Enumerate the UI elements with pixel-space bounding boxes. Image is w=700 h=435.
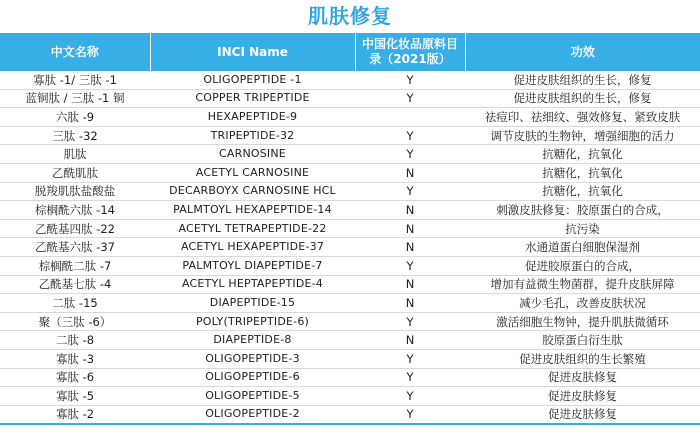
cell-catalog-listed: Y [355, 126, 465, 145]
cell-inci-name: ACETYL HEPTAPEPTIDE-4 [150, 275, 355, 294]
cell-catalog-listed: Y [355, 405, 465, 424]
cell-effect: 促进皮肤组织的生长繁殖 [465, 349, 700, 368]
cell-effect: 刺激皮肤修复：胶原蛋白的合成， [465, 201, 700, 220]
cell-chinese-name: 寡肽 -3 [0, 349, 150, 368]
table-row [0, 294, 700, 313]
ingredient-table [0, 33, 700, 425]
table-row [0, 312, 700, 331]
cell-chinese-name: 聚（三肽 -6） [0, 312, 150, 331]
cell-inci-name: OLIGOPEPTIDE-2 [150, 405, 355, 424]
header-inci-name: INCI Name [150, 33, 355, 71]
cell-chinese-name: 寡肽 -2 [0, 405, 150, 424]
cell-inci-name: OLIGOPEPTIDE-6 [150, 368, 355, 387]
table-row [0, 368, 700, 387]
table-row [0, 89, 700, 108]
table-row [0, 201, 700, 220]
cell-inci-name: OLIGOPEPTIDE-5 [150, 387, 355, 406]
cell-catalog-listed: Y [355, 349, 465, 368]
cell-chinese-name: 棕榈酰六肽 -14 [0, 201, 150, 220]
cell-inci-name: CARNOSINE [150, 145, 355, 164]
table-row [0, 182, 700, 201]
cell-catalog-listed: Y [355, 182, 465, 201]
table-row [0, 108, 700, 127]
cell-effect: 抗糖化，抗氧化 [465, 145, 700, 164]
cell-catalog-listed: Y [355, 71, 465, 89]
cell-chinese-name: 乙酰基四肽 -22 [0, 219, 150, 238]
cell-catalog-listed [355, 108, 465, 127]
cell-inci-name: POLY(TRIPEPTIDE-6) [150, 312, 355, 331]
cell-effect: 促进皮肤修复 [465, 405, 700, 424]
cell-effect: 调节皮肤的生物钟，增强细胞的活力 [465, 126, 700, 145]
cell-effect: 促进胶原蛋白的合成， [465, 256, 700, 275]
cell-catalog-listed: N [355, 163, 465, 182]
cell-chinese-name: 脱羧肌肽盐酸盐 [0, 182, 150, 201]
cell-effect: 促进皮肤组织的生长，修复 [465, 71, 700, 89]
cell-inci-name: PALMTOYL DIAPEPTIDE-7 [150, 256, 355, 275]
cell-chinese-name: 二肽 -15 [0, 294, 150, 313]
table-row [0, 331, 700, 350]
cell-effect: 抗糖化，抗氧化 [465, 163, 700, 182]
cell-catalog-listed: Y [355, 312, 465, 331]
table-row [0, 71, 700, 89]
cell-inci-name: ACETYL TETRAPEPTIDE-22 [150, 219, 355, 238]
cell-chinese-name: 寡肽 -1/ 三肽 -1 [0, 71, 150, 89]
cell-inci-name: OLIGOPEPTIDE-3 [150, 349, 355, 368]
table-row [0, 275, 700, 294]
cell-effect: 促进皮肤修复 [465, 387, 700, 406]
table-row [0, 349, 700, 368]
cell-chinese-name: 蓝铜肽 / 三肽 -1 铜 [0, 89, 150, 108]
cell-catalog-listed: Y [355, 368, 465, 387]
cell-inci-name: DECARBOYX CARNOSINE HCL [150, 182, 355, 201]
cell-catalog-listed: N [355, 219, 465, 238]
cell-catalog-listed: Y [355, 89, 465, 108]
cell-effect: 抗污染 [465, 219, 700, 238]
table-row [0, 145, 700, 164]
table-row [0, 126, 700, 145]
cell-effect: 胶原蛋白衍生肽 [465, 331, 700, 350]
table-row [0, 238, 700, 257]
header-effect: 功效 [465, 33, 700, 71]
cell-inci-name: HEXAPEPTIDE-9 [150, 108, 355, 127]
cell-effect: 增加有益微生物菌群，提升皮肤屏障 [465, 275, 700, 294]
cell-chinese-name: 二肽 -8 [0, 331, 150, 350]
cell-chinese-name: 六肽 -9 [0, 108, 150, 127]
cell-chinese-name: 寡肽 -6 [0, 368, 150, 387]
cell-chinese-name: 寡肽 -5 [0, 387, 150, 406]
cell-catalog-listed: N [355, 201, 465, 220]
cell-effect: 祛痘印、祛细纹、强效修复、紧致皮肤 [465, 108, 700, 127]
cell-inci-name: COPPER TRIPEPTIDE [150, 89, 355, 108]
cell-effect: 水通道蛋白细胞保湿剂 [465, 238, 700, 257]
cell-chinese-name: 乙酰肌肽 [0, 163, 150, 182]
cell-chinese-name: 乙酰基六肽 -37 [0, 238, 150, 257]
cell-catalog-listed: N [355, 331, 465, 350]
header-chinese-name: 中文名称 [0, 33, 150, 71]
cell-effect: 抗糖化，抗氧化 [465, 182, 700, 201]
cell-inci-name: ACETYL CARNOSINE [150, 163, 355, 182]
cell-effect: 促进皮肤组织的生长，修复 [465, 89, 700, 108]
cell-inci-name: DIAPEPTIDE-15 [150, 294, 355, 313]
cell-chinese-name: 乙酰基七肽 -4 [0, 275, 150, 294]
cell-effect: 减少毛孔，改善皮肤状况 [465, 294, 700, 313]
cell-inci-name: PALMTOYL HEXAPEPTIDE-14 [150, 201, 355, 220]
cell-catalog-listed: N [355, 294, 465, 313]
cell-catalog-listed: Y [355, 256, 465, 275]
cell-effect: 促进皮肤修复 [465, 368, 700, 387]
cell-inci-name: TRIPEPTIDE-32 [150, 126, 355, 145]
cell-catalog-listed: Y [355, 387, 465, 406]
table-row [0, 163, 700, 182]
page-title: 肌肤修复 [308, 4, 392, 28]
cell-chinese-name: 肌肽 [0, 145, 150, 164]
cell-inci-name: DIAPEPTIDE-8 [150, 331, 355, 350]
cell-inci-name: ACETYL HEXAPEPTIDE-37 [150, 238, 355, 257]
table-row [0, 405, 700, 424]
table-header [0, 33, 700, 71]
header-catalog-2021: 中国化妆品原料目录（2021版） [355, 33, 465, 71]
cell-effect: 激活细胞生物钟，提升肌肤微循环 [465, 312, 700, 331]
table-body [0, 71, 700, 424]
cell-catalog-listed: N [355, 238, 465, 257]
cell-catalog-listed: Y [355, 145, 465, 164]
cell-chinese-name: 三肽 -32 [0, 126, 150, 145]
table-row [0, 256, 700, 275]
cell-chinese-name: 棕榈酰二肽 -7 [0, 256, 150, 275]
cell-catalog-listed: N [355, 275, 465, 294]
table-row [0, 219, 700, 238]
table-row [0, 387, 700, 406]
cell-inci-name: OLIGOPEPTIDE -1 [150, 71, 355, 89]
